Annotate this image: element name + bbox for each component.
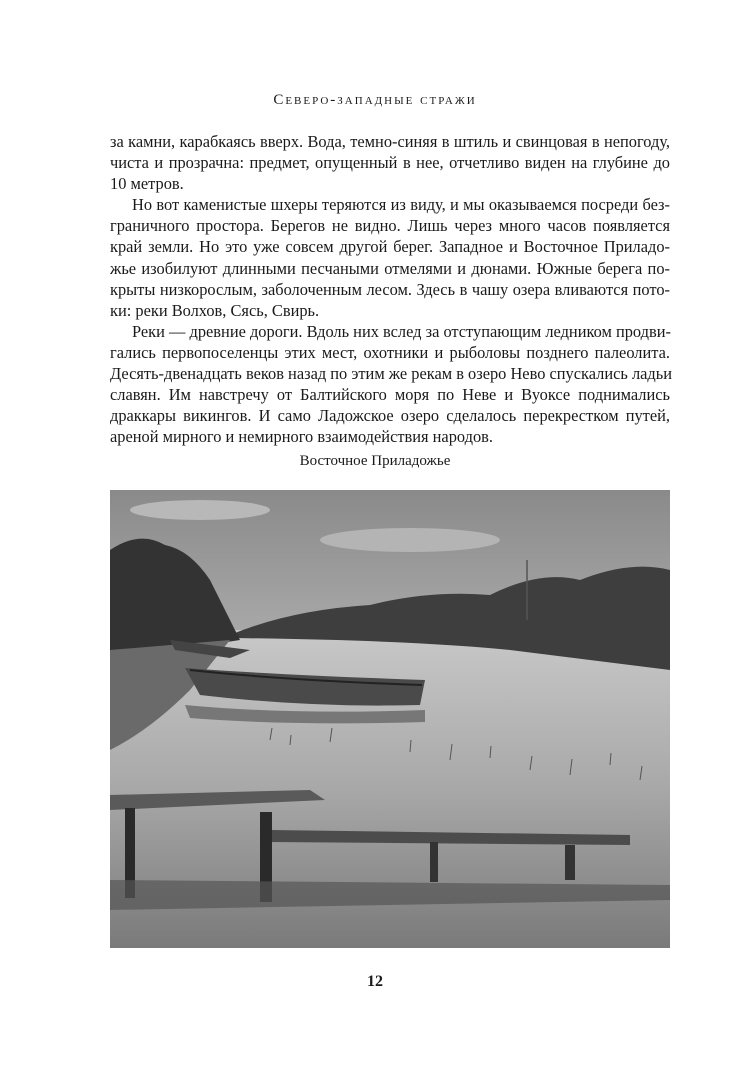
running-header: Северо-западные стражи <box>273 92 477 108</box>
text-line: драккары викингов. И само Ладожское озеро сделалось перекрестком путей, <box>110 406 670 426</box>
text-line: крыты низкорослым, заболоченным лесом. Здесь в чашу озера вливаются пото- <box>110 279 670 299</box>
text-line: Реки — древние дороги. Вдоль них вслед за отступающим ледником продви- <box>132 321 671 341</box>
body-text <box>110 131 670 447</box>
text-line: гались первопоселенцы этих мест, охотники и рыболовы позднего палеолита. <box>110 342 670 362</box>
text-line: Но вот каменистые шхеры теряются из виду, и мы оказываемся посреди без- <box>132 195 670 215</box>
text-line: край земли. Но это уже совсем другой берег. Западное и Восточное Приладо- <box>110 237 670 257</box>
figure-caption: Восточное Приладожье <box>299 453 451 469</box>
text-line: Десять-двенадцать веков назад по этим же рекам в озеро Нево спускались ладьи <box>110 364 672 384</box>
text-line: жье изобилуют длинными песчаными отмелями и дюнами. Южные берега по- <box>110 258 670 278</box>
text-line: славян. Им навстречу от Балтийского моря по Неве и Вуоксе поднимались <box>110 385 670 405</box>
text-line: чиста и прозрачна: предмет, опущенный в нее, отчетливо виден на глубине до <box>110 153 670 173</box>
river-photo <box>110 490 670 948</box>
text-line: ареной мирного и немирного взаимодействия народов. <box>110 427 493 447</box>
page-number: 12 <box>367 973 383 990</box>
text-line: граничного простора. Берегов не видно. Лишь через много часов появляется <box>110 216 670 236</box>
text-line: за камни, карабкаясь вверх. Вода, темно-синяя в штиль и свинцовая в непогоду, <box>110 132 670 151</box>
text-line: 10 метров. <box>110 174 184 194</box>
text-line: ки: реки Волхов, Сясь, Свирь. <box>110 300 320 320</box>
